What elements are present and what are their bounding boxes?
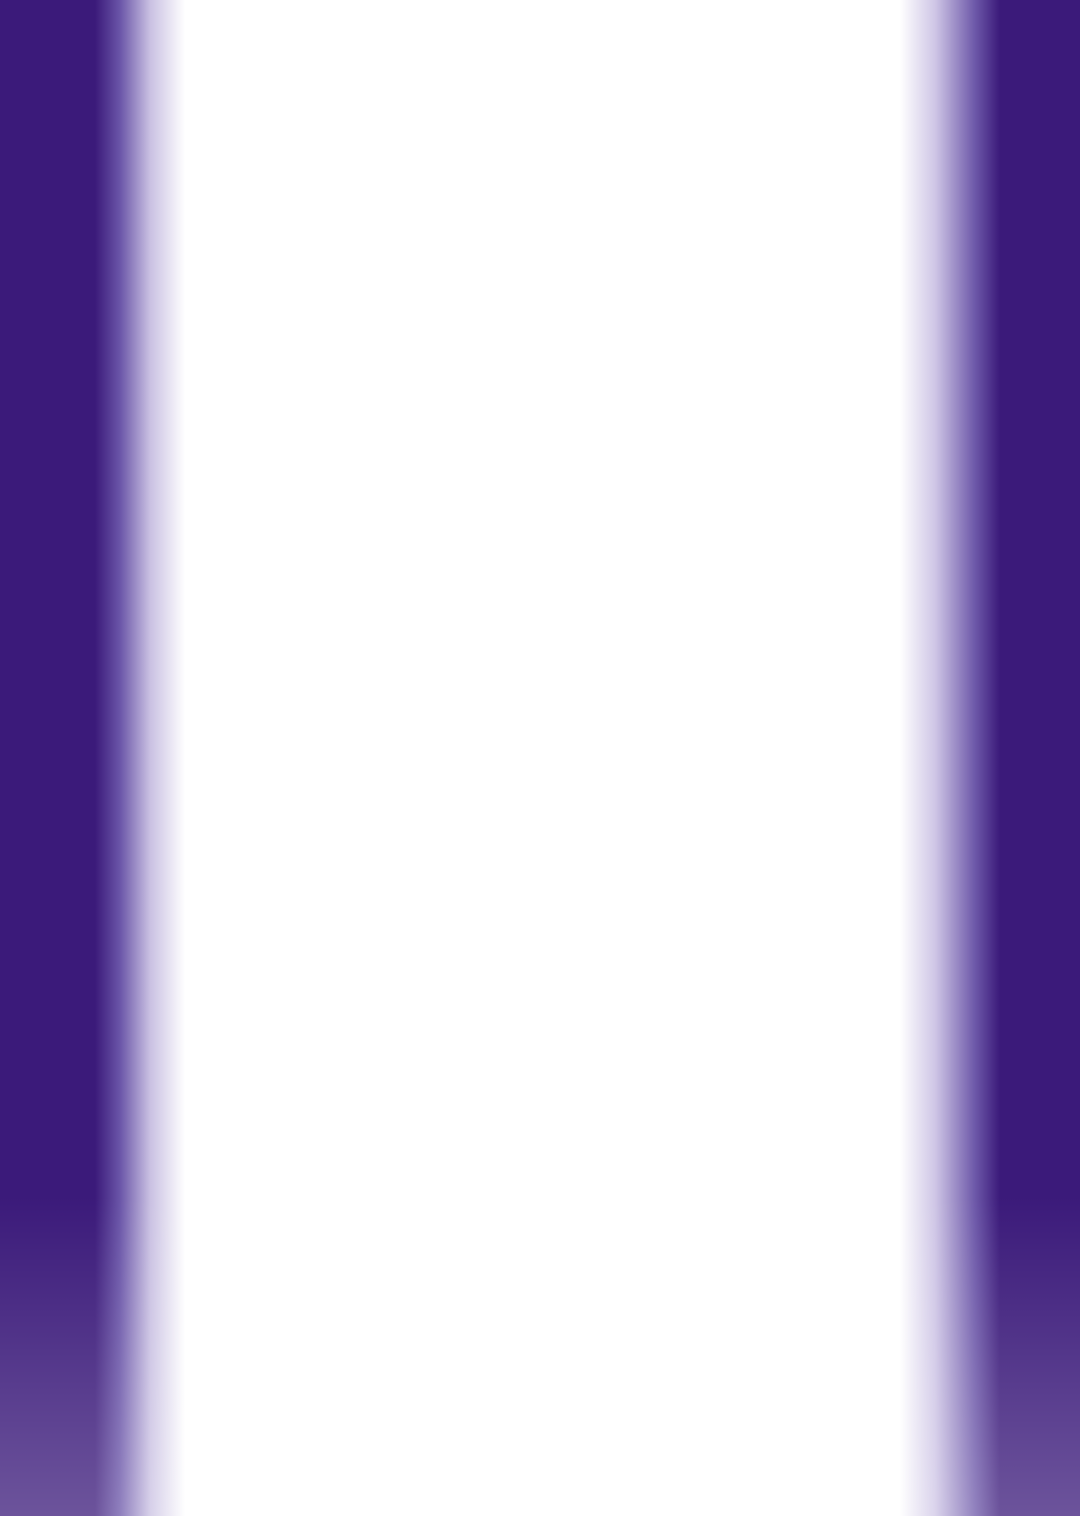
couple-signature [130, 1215, 610, 1415]
page-title [0, 212, 1080, 302]
